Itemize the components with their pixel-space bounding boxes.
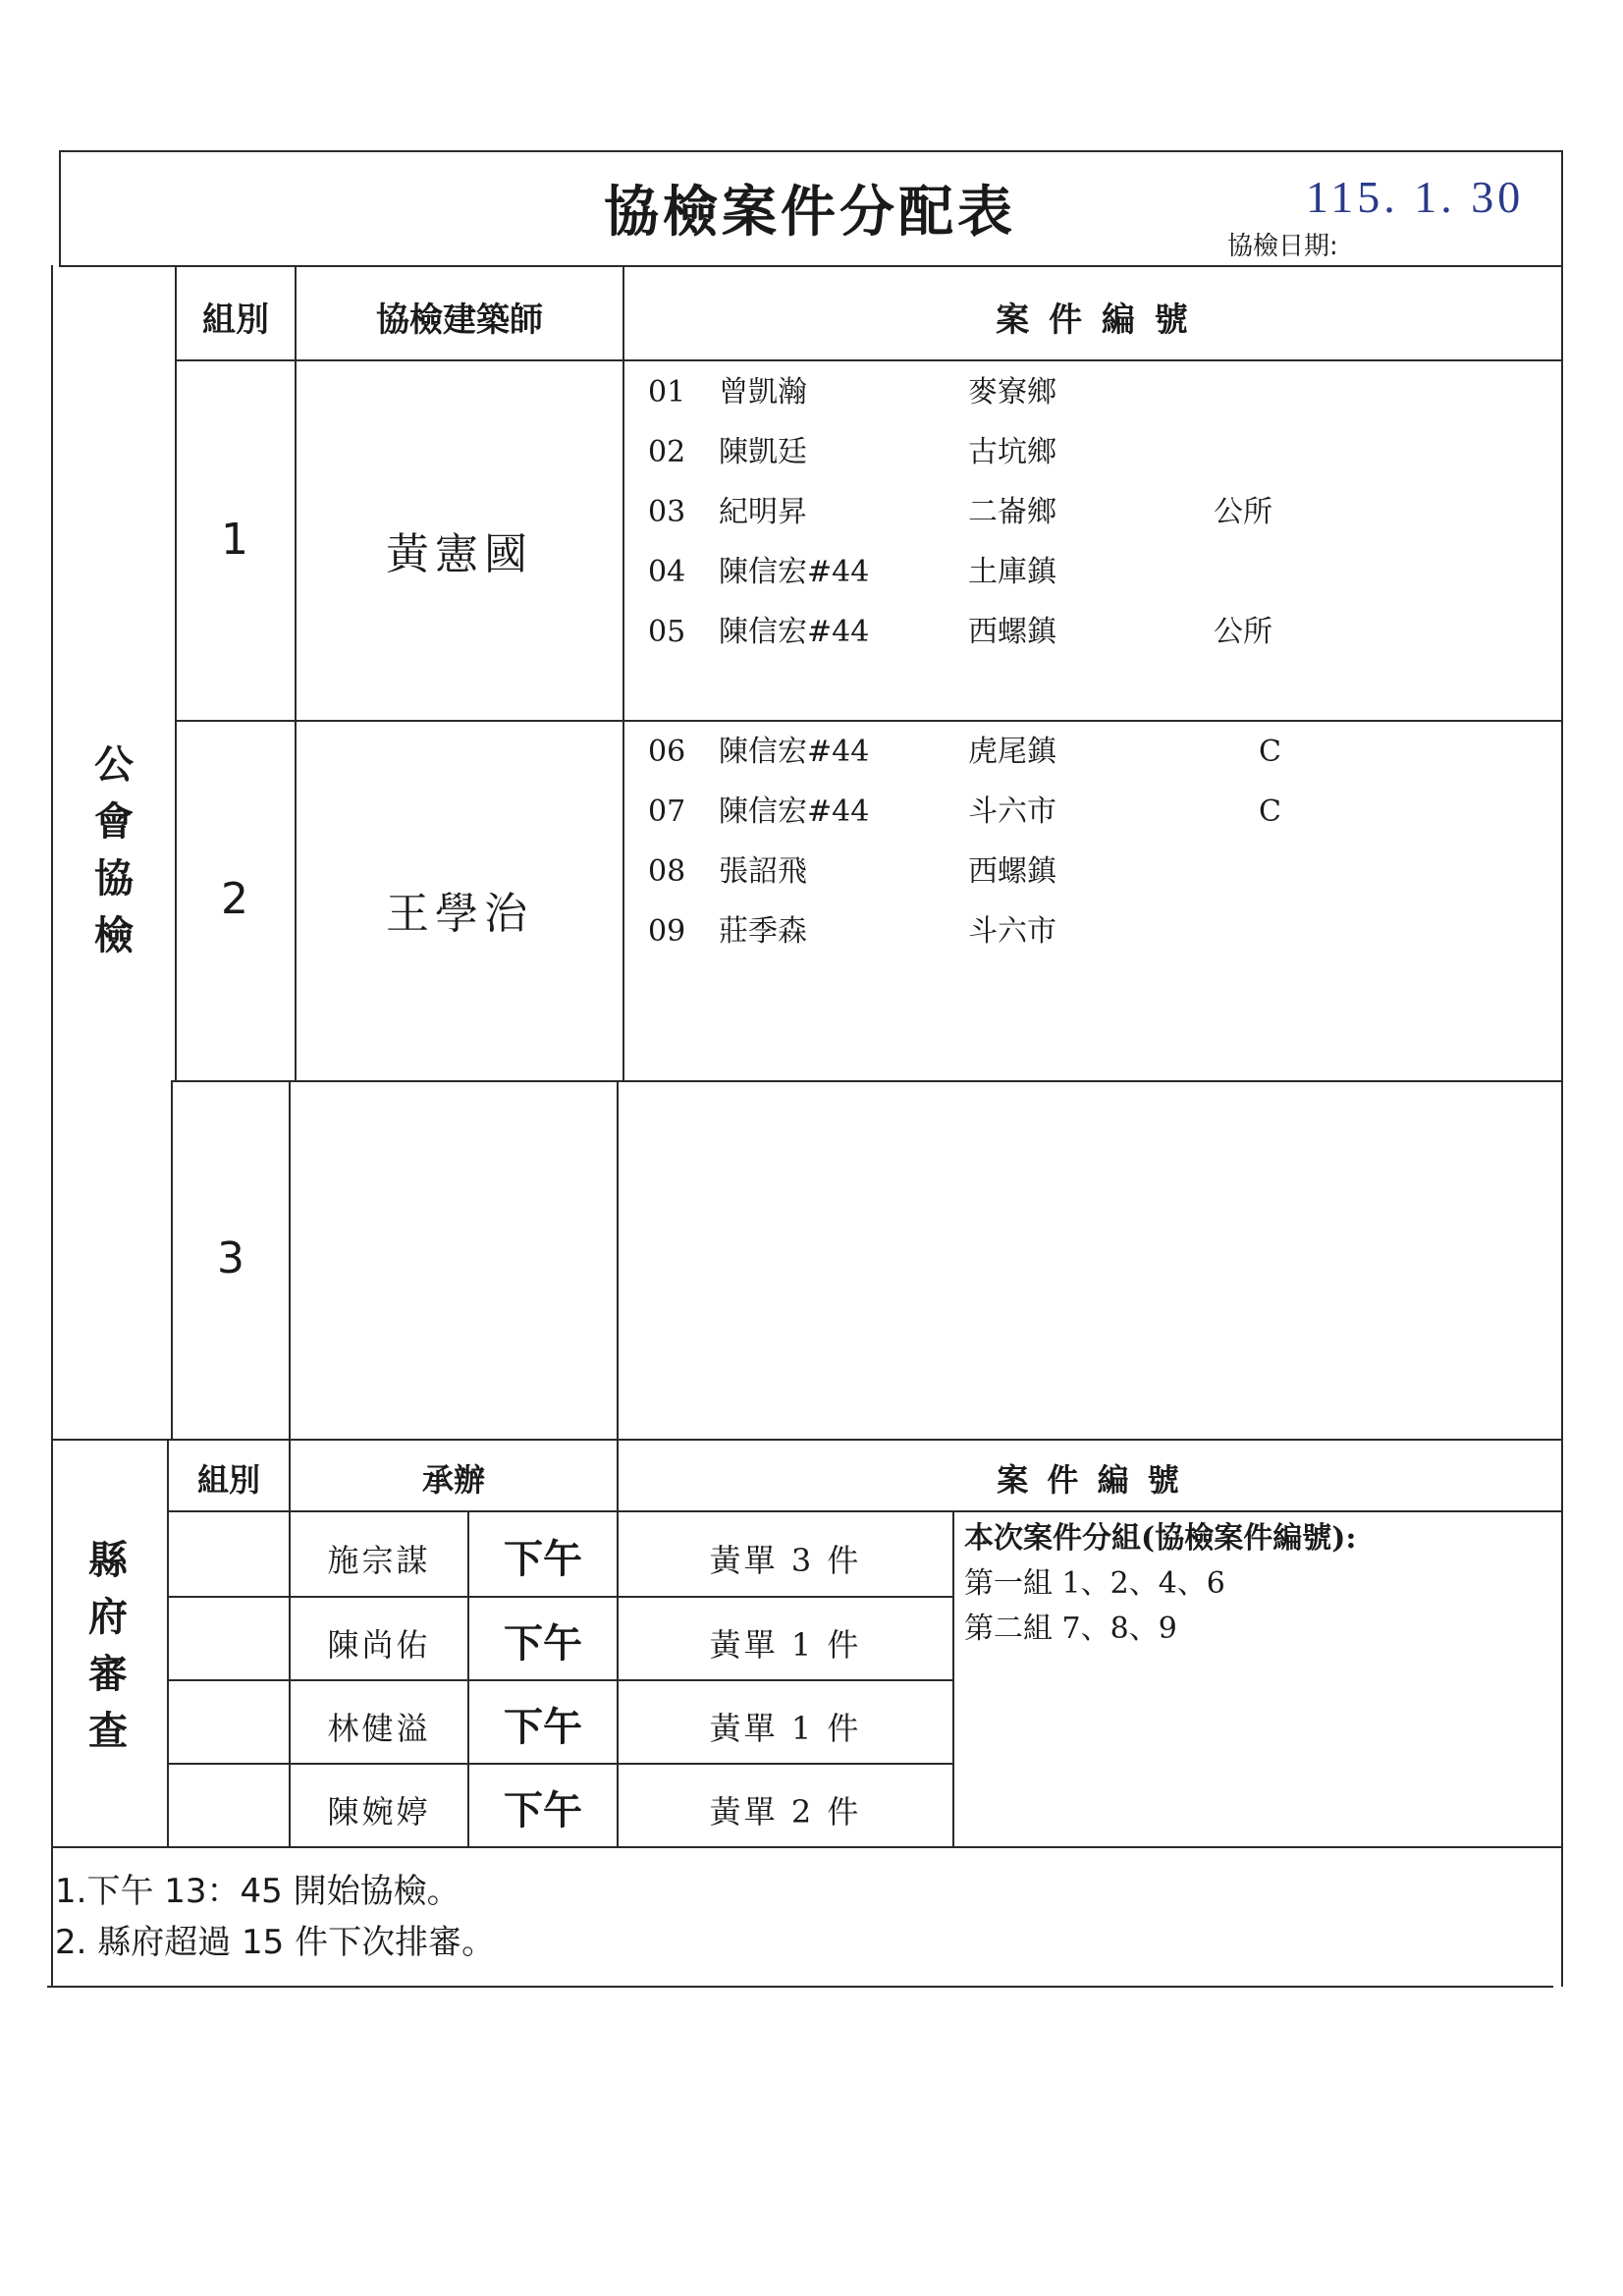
reviewer-cases: 黃單 1 件 [709,1626,862,1664]
case-row: 02 陳凱廷 古坑鄉 [648,435,1056,469]
group-number: 2 [221,874,248,924]
reviewer-name: 施宗謀 [327,1542,431,1579]
group-architect: 王學治 [386,889,533,939]
col-header-handler: 承辦 [421,1461,485,1499]
reviewer-name: 林健溢 [327,1710,431,1747]
note-item: 1.下午 13：45 開始協檢。 [55,1872,460,1911]
col-header-group: 組別 [202,301,269,340]
reviewer-cases: 黃單 1 件 [709,1710,862,1747]
page-title: 協檢案件分配表 [604,181,1016,245]
date-label: 協檢日期: [1227,232,1338,261]
case-row: 06 陳信宏#44 虎尾鎮 C [648,735,1281,769]
col-header-cases: 案 件 編 號 [996,301,1192,340]
case-row: 07 陳信宏#44 斗六市 C [648,794,1281,829]
group-architect: 黃憲國 [386,529,533,579]
case-row: 09 莊季森 斗六市 [648,914,1056,949]
note-item: 2. 縣府超過 15 件下次排審。 [55,1923,496,1962]
case-grouping-summary [964,1516,1553,1652]
reviewer-name: 陳婉婷 [327,1793,431,1831]
group-number: 1 [221,515,248,565]
case-row: 04 陳信宏#44 土庫鎮 [648,555,1056,589]
reviewer-name: 陳尚佑 [327,1626,431,1664]
reviewer-time: 下午 [504,1788,582,1833]
notes [55,1866,1528,1968]
reviewer-time: 下午 [504,1705,582,1750]
case-row: 01 曾凱瀚 麥寮鄉 [648,375,1056,410]
reviewer-cases: 黃單 3 件 [709,1542,862,1579]
case-row: 05 陳信宏#44 西螺鎮 公所 [648,615,1272,649]
section-label-association: 公 會 協 檢 [94,742,134,958]
reviewer-time: 下午 [504,1621,582,1667]
case-list [648,733,1532,952]
reviewer-time: 下午 [504,1537,582,1582]
summary-line: 第一組 1、2、4、6 [964,1566,1225,1601]
col-header-group: 組別 [196,1461,260,1499]
col-header-cases: 案 件 編 號 [997,1461,1183,1499]
date-stamp: 115. 1. 30 [1306,172,1525,222]
case-row: 08 張詔飛 西螺鎮 [648,854,1056,889]
summary-title: 本次案件分組(協檢案件編號): [964,1521,1357,1556]
case-list [648,373,1532,652]
section-label-county: 縣 府 審 查 [88,1538,128,1754]
col-header-architect: 協檢建築師 [376,301,543,340]
reviewer-cases: 黃單 2 件 [709,1793,862,1831]
summary-line: 第二組 7、8、9 [964,1612,1177,1646]
group-number: 3 [217,1233,244,1284]
case-row: 03 紀明昇 二崙鄉 公所 [648,495,1272,529]
